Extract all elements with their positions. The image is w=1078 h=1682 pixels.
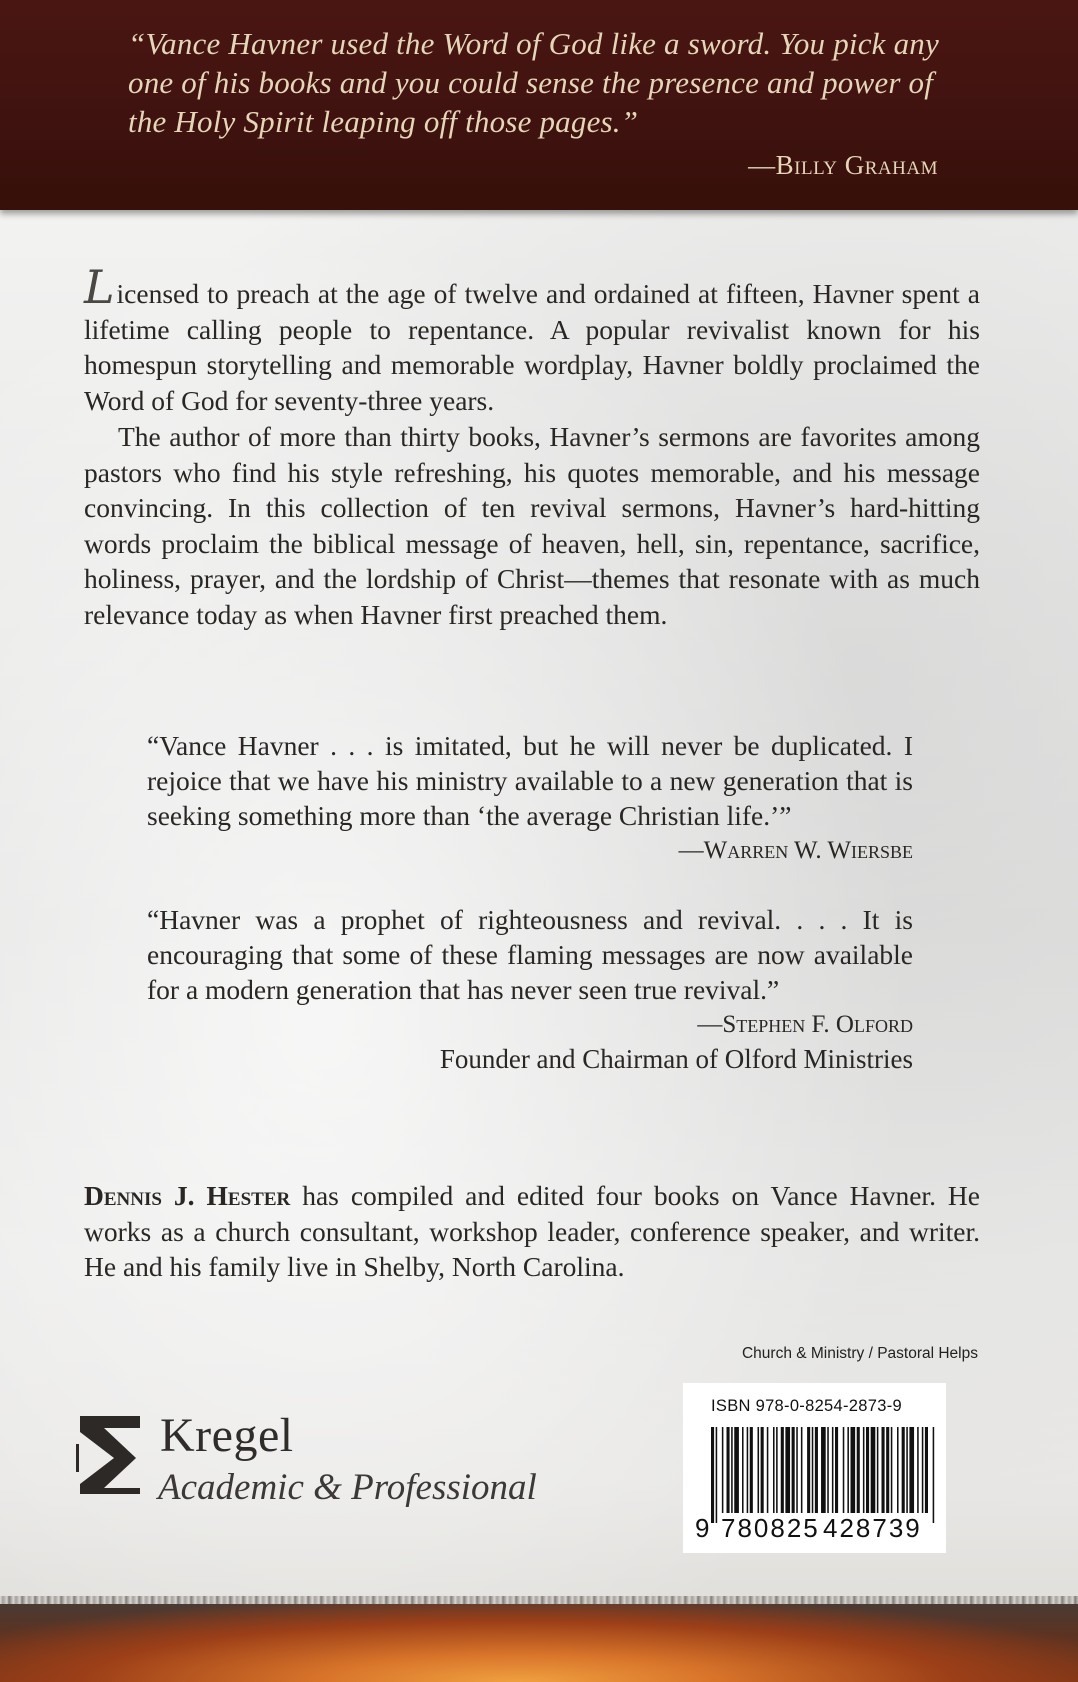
barcode-bar	[886, 1427, 889, 1513]
barcode-bar	[909, 1427, 914, 1513]
barcode-bar	[812, 1427, 814, 1523]
barcode-bar	[761, 1427, 764, 1513]
barcode-bar	[767, 1427, 769, 1513]
top-endorsement-attribution: —Billy Graham	[748, 150, 938, 180]
isbn-barcode	[683, 1383, 946, 1553]
barcode-bar	[747, 1427, 749, 1513]
barcode-bar	[922, 1427, 924, 1513]
barcode-bar	[843, 1427, 845, 1513]
endorsement-attribution: —Stephen F. Olford	[697, 1011, 913, 1038]
barcode-bar	[801, 1427, 803, 1513]
sunset-photo-strip	[0, 1604, 1078, 1682]
barcode-bar	[815, 1427, 818, 1523]
barcode-first-digit: 9	[695, 1513, 712, 1543]
endorsement-band	[0, 0, 1078, 210]
description-paragraph-1-text: icensed to preach at the age of twelve and ordained at fifteen, Havner spent a lifetime calling people to repentance. A popular revivalist known for his homespun storytelling and memorable wordplay, Havner boldly proclaimed the Word of God for seventy-three years.	[84, 278, 980, 416]
drop-cap: L	[84, 260, 115, 314]
endorsement-attribution: —Warren W. Wiersbe	[678, 837, 913, 864]
barcode-bar	[933, 1427, 935, 1523]
endorsement-text: “Havner was a prophet of righteousness and revival. . . . It is encouraging that some of these flaming messages are now available for a modern generation that has never seen true revival.”	[147, 904, 913, 1005]
barcode-bar	[758, 1427, 760, 1513]
description-paragraph-1	[84, 260, 980, 418]
category-label: Church & Ministry / Pastoral Helps	[741, 1345, 978, 1362]
barcode-bar	[827, 1427, 829, 1513]
barcode-bar	[711, 1427, 714, 1523]
barcode-right-digits: 428739	[823, 1513, 922, 1543]
barcode-bar	[925, 1427, 928, 1513]
author-bio-text: has compiled and edited four books on Vance Havner. He works as a church consultant, workshop leader, conference speaker, and writer. He and his family live in Shelby, North Carolina.	[84, 1180, 980, 1282]
kregel-logo-icon	[76, 1414, 146, 1494]
isbn-number: ISBN 978-0-8254-2873-9	[711, 1397, 902, 1415]
endorsement-wiersbe	[147, 728, 913, 868]
barcode-icon	[693, 1427, 938, 1523]
author-name: Dennis J. Hester	[84, 1180, 291, 1211]
barcode-bar	[906, 1427, 908, 1513]
barcode-bar	[773, 1427, 775, 1513]
endorsement-title: Founder and Chairman of Olford Ministries	[439, 1044, 913, 1074]
description	[84, 260, 980, 632]
barcode-bar	[742, 1427, 744, 1513]
barcode-left-digits: 780825	[721, 1513, 820, 1543]
barcode-bar	[847, 1427, 849, 1513]
barcode-bar	[792, 1427, 795, 1513]
barcode-bar	[902, 1427, 905, 1513]
barcode-bar	[832, 1427, 834, 1513]
barcode-bar	[785, 1427, 790, 1513]
barcode-bar	[857, 1427, 860, 1513]
barcode-bar	[731, 1427, 733, 1513]
barcode-bar	[877, 1427, 879, 1513]
description-paragraph-2: The author of more than thirty books, Havner’s sermons are favorites among pastors who find his style refreshing, his quotes memorable, and his message convincing. In this collection of ten revival sermons, Havner’s hard-hitting words proclaim the biblical message of heaven, hell, sin, repentance, sacrifice, holiness, prayer, and the lordship of Christ—themes that resonate with as much relevance today as when Havner first preached them.	[84, 421, 980, 630]
endorsement-olford	[147, 902, 913, 1077]
top-endorsement-quote: “Vance Havner used the Word of God like a sword. You pick any one of his books and you could sense the presence and power of the Holy Spirit leaping off those pages.”	[128, 26, 939, 139]
barcode-bar	[866, 1427, 869, 1513]
barcode-bar	[796, 1427, 798, 1513]
barcode-bar	[776, 1427, 778, 1513]
barcode-bar	[750, 1427, 753, 1513]
barcode-bar	[722, 1427, 724, 1513]
barcode-bar	[897, 1427, 899, 1513]
barcode-bar	[863, 1427, 865, 1513]
publisher-subtitle: Academic & Professional	[158, 1467, 537, 1508]
publisher-name: Kregel	[160, 1409, 294, 1462]
barcode-bar	[821, 1427, 826, 1513]
author-bio	[84, 1178, 980, 1285]
barcode-bar	[727, 1427, 730, 1513]
barcode-bar	[871, 1427, 876, 1513]
barcode-bar	[807, 1427, 810, 1513]
barcode-bar	[734, 1427, 739, 1513]
barcode-bar	[917, 1427, 919, 1513]
barcode-bar	[851, 1427, 856, 1513]
barcode-bar	[835, 1427, 838, 1513]
barcode-bar	[781, 1427, 784, 1513]
barcode-bar	[716, 1427, 718, 1523]
endorsement-text: “Vance Havner . . . is imitated, but he will never be duplicated. I rejoice that we have his ministry available to a new generation that is seeking something more than ‘the average Christian life.’”	[147, 730, 913, 831]
barcode-bar	[882, 1427, 885, 1513]
barcode-bar	[891, 1427, 893, 1513]
